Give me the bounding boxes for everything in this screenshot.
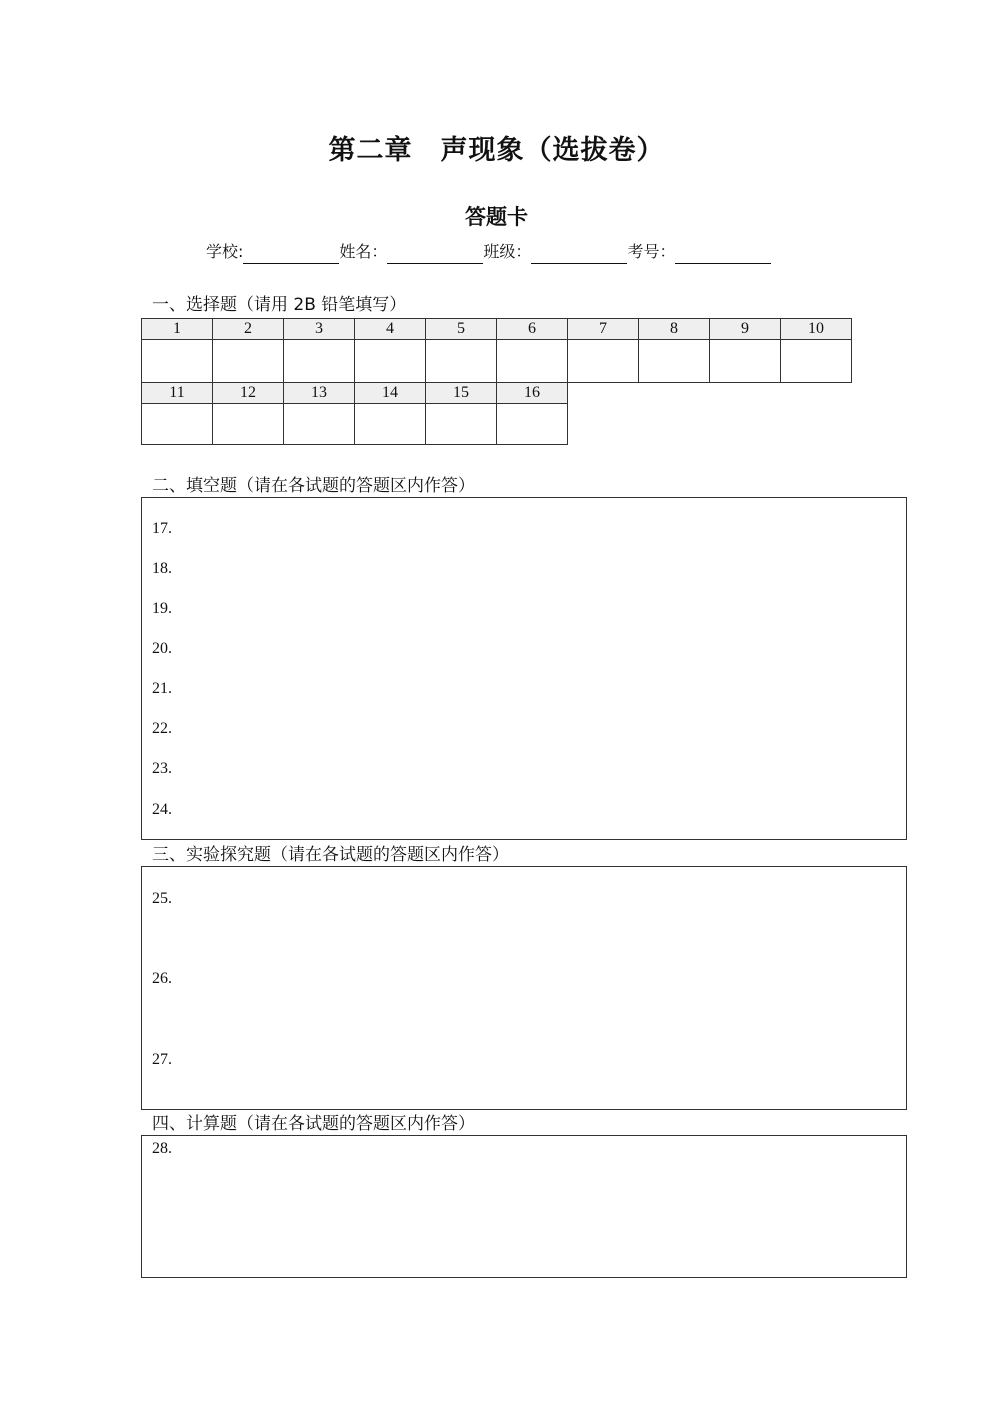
choice-answer-cell[interactable] [426, 404, 497, 445]
choice-answer-cell[interactable] [355, 340, 426, 383]
choice-number: 2 [213, 319, 284, 340]
choice-number: 12 [213, 383, 284, 404]
exam-no-field[interactable] [675, 243, 771, 264]
choice-answer-cell[interactable] [781, 340, 852, 383]
question-number: 27. [152, 1051, 172, 1068]
choice-answer-cell[interactable] [142, 340, 213, 383]
question-number: 19. [152, 600, 172, 617]
choice-number: 5 [426, 319, 497, 340]
page-subtitle: 答题卡 [465, 205, 528, 229]
choice-number: 15 [426, 383, 497, 404]
choice-number: 11 [142, 383, 213, 404]
school-field[interactable] [243, 243, 339, 264]
name-label: 姓名： [339, 242, 388, 261]
calc-answer-area[interactable] [141, 1135, 907, 1278]
choice-answer-cell[interactable] [284, 340, 355, 383]
question-number: 21. [152, 680, 172, 697]
exam-no-label: 考号： [627, 242, 676, 261]
choice-answer-cell[interactable] [213, 340, 284, 383]
choice-number: 16 [497, 383, 568, 404]
choice-answer-cell[interactable] [426, 340, 497, 383]
name-field[interactable] [387, 243, 483, 264]
choice-answer-cell[interactable] [497, 404, 568, 445]
question-number: 23. [152, 760, 172, 777]
question-number: 28. [152, 1140, 172, 1157]
fill-answer-area[interactable] [141, 497, 907, 840]
school-label: 学校: [206, 242, 244, 261]
choice-grid-row1 [141, 318, 852, 383]
choice-number: 13 [284, 383, 355, 404]
question-number: 26. [152, 970, 172, 987]
choice-number: 6 [497, 319, 568, 340]
choice-number: 9 [710, 319, 781, 340]
choice-section-title: 一、选择题（请用 2B 铅笔填写） [152, 295, 407, 315]
choice-answer-cell[interactable] [355, 404, 426, 445]
choice-number: 8 [639, 319, 710, 340]
choice-answer-cell[interactable] [639, 340, 710, 383]
question-number: 22. [152, 720, 172, 737]
experiment-answer-area[interactable] [141, 866, 907, 1110]
page-title: 第二章 声现象（选拔卷） [328, 135, 665, 166]
choice-grid-row2 [141, 382, 568, 445]
student-info-row [206, 240, 771, 264]
question-number: 20. [152, 640, 172, 657]
choice-answer-cell[interactable] [142, 404, 213, 445]
choice-answer-cell[interactable] [213, 404, 284, 445]
class-field[interactable] [531, 243, 627, 264]
question-number: 18. [152, 560, 172, 577]
question-number: 25. [152, 890, 172, 907]
choice-number: 4 [355, 319, 426, 340]
choice-number: 7 [568, 319, 639, 340]
choice-answer-cell[interactable] [568, 340, 639, 383]
question-number: 24. [152, 801, 172, 818]
choice-answer-cell[interactable] [710, 340, 781, 383]
fill-section-title: 二、填空题（请在各试题的答题区内作答） [152, 476, 475, 496]
choice-number: 10 [781, 319, 852, 340]
choice-answer-cell[interactable] [497, 340, 568, 383]
calc-section-title: 四、计算题（请在各试题的答题区内作答） [152, 1114, 475, 1134]
class-label: 班级： [483, 242, 532, 261]
experiment-section-title: 三、实验探究题（请在各试题的答题区内作答） [152, 845, 509, 865]
choice-number: 1 [142, 319, 213, 340]
choice-answer-cell[interactable] [284, 404, 355, 445]
question-number: 17. [152, 520, 172, 537]
choice-number: 14 [355, 383, 426, 404]
choice-number: 3 [284, 319, 355, 340]
